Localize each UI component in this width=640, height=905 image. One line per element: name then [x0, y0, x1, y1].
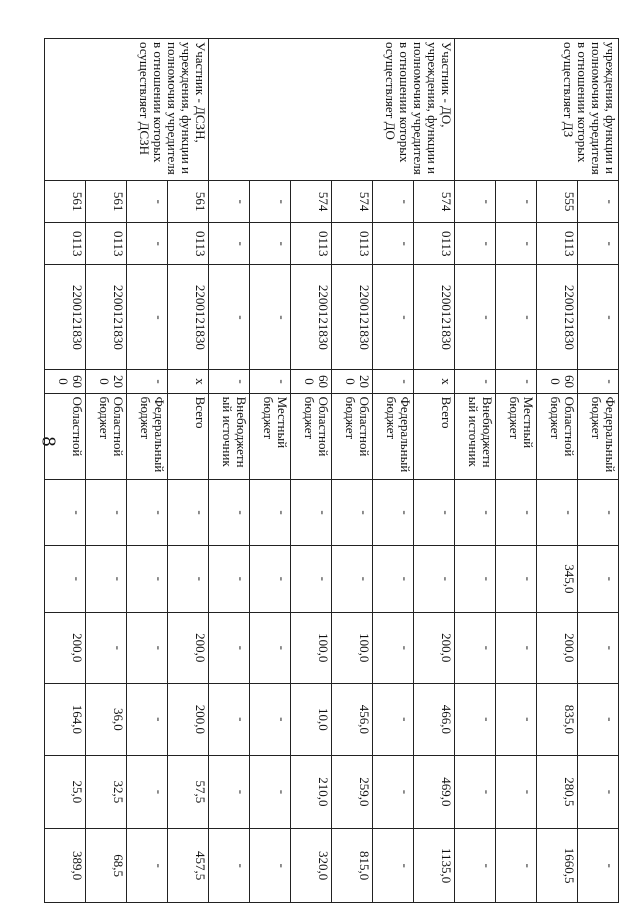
table-cell: -: [332, 479, 373, 545]
table-cell: 2200121830: [86, 265, 127, 370]
table-cell: -: [455, 479, 496, 545]
table-cell: 200: [332, 370, 373, 393]
table-cell: 320,0: [291, 829, 332, 903]
table-cell: -: [496, 223, 537, 265]
table-cell: -: [455, 223, 496, 265]
table-cell: -: [578, 479, 619, 545]
table-cell: -: [127, 755, 168, 829]
table-cell: -: [455, 829, 496, 903]
table-cell: -: [496, 755, 537, 829]
table-cell: -: [127, 479, 168, 545]
table-cell: -: [455, 370, 496, 393]
table-cell: -: [209, 370, 250, 393]
table-cell: 25,0: [45, 755, 86, 829]
rotated-table-area: [56, 38, 619, 903]
table-cell: -: [209, 612, 250, 684]
table-cell: -: [127, 546, 168, 612]
table-cell: -: [250, 755, 291, 829]
table-cell: 469,0: [414, 755, 455, 829]
table-cell: 389,0: [45, 829, 86, 903]
table-cell: 466,0: [414, 684, 455, 756]
table-cell: -: [373, 684, 414, 756]
table-cell: -: [455, 546, 496, 612]
table-cell: 815,0: [332, 829, 373, 903]
table-cell: 280,5: [537, 755, 578, 829]
table-container: [56, 38, 619, 903]
table-cell: -: [455, 755, 496, 829]
participant-cell: Участник - ДСЗН, учреждения, функции и полномочия учредителя в отношении которых осуществляет ДСЗН: [45, 39, 209, 181]
table-body: [45, 39, 619, 903]
table-cell: 200,0: [414, 612, 455, 684]
table-cell: -: [250, 829, 291, 903]
funding-source-cell: Областной бюджет: [332, 393, 373, 479]
table-row: [168, 39, 209, 903]
funding-source-cell: Федеральный бюджет: [578, 393, 619, 479]
table-cell: -: [496, 265, 537, 370]
table-cell: -: [209, 223, 250, 265]
table-cell: 2200121830: [45, 265, 86, 370]
table-cell: -: [578, 181, 619, 223]
table-cell: -: [127, 684, 168, 756]
table-cell: -: [373, 755, 414, 829]
table-cell: 0113: [291, 223, 332, 265]
table-cell: -: [250, 370, 291, 393]
table-cell: -: [373, 829, 414, 903]
table-cell: 10,0: [291, 684, 332, 756]
table-cell: 210,0: [291, 755, 332, 829]
table-cell: -: [127, 612, 168, 684]
table-cell: 345,0: [537, 546, 578, 612]
table-cell: 456,0: [332, 684, 373, 756]
table-cell: -: [127, 265, 168, 370]
table-cell: 555: [537, 181, 578, 223]
table-cell: 1135,0: [414, 829, 455, 903]
table-cell: -: [455, 612, 496, 684]
table-cell: -: [291, 479, 332, 545]
table-cell: 561: [168, 181, 209, 223]
table-cell: 600: [537, 370, 578, 393]
table-cell: 200,0: [168, 612, 209, 684]
table-cell: -: [86, 479, 127, 545]
table-cell: 574: [332, 181, 373, 223]
table-cell: 68,5: [86, 829, 127, 903]
table-cell: -: [209, 755, 250, 829]
table-cell: -: [496, 546, 537, 612]
table-cell: 2200121830: [414, 265, 455, 370]
table-cell: -: [209, 829, 250, 903]
table-cell: -: [537, 479, 578, 545]
table-cell: 835,0: [537, 684, 578, 756]
table-cell: -: [373, 546, 414, 612]
table-cell: -: [496, 479, 537, 545]
table-cell: 2200121830: [168, 265, 209, 370]
table-cell: 57,5: [168, 755, 209, 829]
funding-source-cell: Областной бюджет: [86, 393, 127, 479]
table-cell: 561: [86, 181, 127, 223]
table-cell: 457,5: [168, 829, 209, 903]
table-row: [578, 39, 619, 903]
table-cell: -: [127, 829, 168, 903]
table-cell: -: [578, 612, 619, 684]
table-cell: 2200121830: [291, 265, 332, 370]
page-number: 8: [37, 436, 60, 447]
table-cell: 200,0: [537, 612, 578, 684]
table-cell: -: [455, 181, 496, 223]
table-cell: 600: [45, 370, 86, 393]
participant-cell: учреждения, функции и полномочия учредителя в отношении которых осуществляет ДЗ: [455, 39, 619, 181]
table-cell: -: [168, 479, 209, 545]
table-cell: -: [578, 684, 619, 756]
table-cell: -: [373, 223, 414, 265]
table-cell: -: [578, 829, 619, 903]
table-cell: -: [250, 223, 291, 265]
table-cell: -: [578, 546, 619, 612]
table-cell: -: [496, 370, 537, 393]
table-cell: -: [496, 181, 537, 223]
table-cell: 32,5: [86, 755, 127, 829]
table-cell: 0113: [45, 223, 86, 265]
table-cell: -: [291, 546, 332, 612]
table-cell: 36,0: [86, 684, 127, 756]
table-cell: 0113: [168, 223, 209, 265]
table-cell: -: [373, 265, 414, 370]
table-cell: -: [578, 370, 619, 393]
budget-table: [44, 38, 619, 903]
table-cell: -: [496, 684, 537, 756]
table-cell: -: [373, 612, 414, 684]
table-row: [414, 39, 455, 903]
table-cell: -: [250, 612, 291, 684]
table-cell: -: [373, 181, 414, 223]
funding-source-cell: Внебюджетный источник: [455, 393, 496, 479]
table-cell: -: [496, 612, 537, 684]
table-cell: -: [209, 684, 250, 756]
table-cell: -: [45, 546, 86, 612]
table-cell: -: [414, 479, 455, 545]
funding-source-cell: Областной бюджет: [291, 393, 332, 479]
table-cell: -: [373, 479, 414, 545]
table-cell: -: [86, 546, 127, 612]
table-cell: 2200121830: [537, 265, 578, 370]
table-cell: 574: [414, 181, 455, 223]
table-cell: 100,0: [332, 612, 373, 684]
funding-source-cell: Внебюджетный источник: [209, 393, 250, 479]
table-cell: 574: [291, 181, 332, 223]
table-cell: -: [209, 546, 250, 612]
table-cell: 1660,5: [537, 829, 578, 903]
table-cell: 2200121830: [332, 265, 373, 370]
table-cell: x: [414, 370, 455, 393]
table-cell: 0113: [537, 223, 578, 265]
table-cell: -: [455, 684, 496, 756]
table-cell: 259,0: [332, 755, 373, 829]
table-cell: -: [127, 370, 168, 393]
funding-source-cell: Местный бюджет: [250, 393, 291, 479]
table-cell: -: [414, 546, 455, 612]
table-cell: -: [250, 265, 291, 370]
participant-cell: Участник - ДО, учреждения, функции и полномочия учредителя в отношении которых осуществляет ДО: [209, 39, 455, 181]
table-cell: 0113: [414, 223, 455, 265]
table-cell: -: [250, 479, 291, 545]
table-cell: -: [45, 479, 86, 545]
table-cell: 200: [86, 370, 127, 393]
funding-source-cell: Всего: [168, 393, 209, 479]
funding-source-cell: Всего: [414, 393, 455, 479]
table-cell: -: [578, 223, 619, 265]
table-cell: -: [496, 829, 537, 903]
table-cell: -: [209, 479, 250, 545]
table-cell: -: [332, 546, 373, 612]
table-cell: 200,0: [168, 684, 209, 756]
table-cell: x: [168, 370, 209, 393]
table-cell: -: [373, 370, 414, 393]
funding-source-cell: Федеральный бюджет: [373, 393, 414, 479]
table-cell: 164,0: [45, 684, 86, 756]
table-cell: -: [209, 265, 250, 370]
funding-source-cell: Областной бюджет: [537, 393, 578, 479]
table-cell: -: [455, 265, 496, 370]
table-cell: -: [578, 755, 619, 829]
table-cell: -: [250, 181, 291, 223]
table-cell: -: [86, 612, 127, 684]
table-cell: -: [127, 181, 168, 223]
table-cell: -: [578, 265, 619, 370]
table-cell: 100,0: [291, 612, 332, 684]
table-cell: -: [127, 223, 168, 265]
funding-source-cell: Федеральный бюджет: [127, 393, 168, 479]
funding-source-cell: Областной: [45, 393, 86, 479]
table-cell: -: [250, 684, 291, 756]
table-cell: 0113: [86, 223, 127, 265]
table-cell: 0113: [332, 223, 373, 265]
table-cell: 561: [45, 181, 86, 223]
table-cell: -: [250, 546, 291, 612]
table-cell: -: [209, 181, 250, 223]
table-cell: 600: [291, 370, 332, 393]
table-cell: 200,0: [45, 612, 86, 684]
funding-source-cell: Местный бюджет: [496, 393, 537, 479]
table-cell: -: [168, 546, 209, 612]
